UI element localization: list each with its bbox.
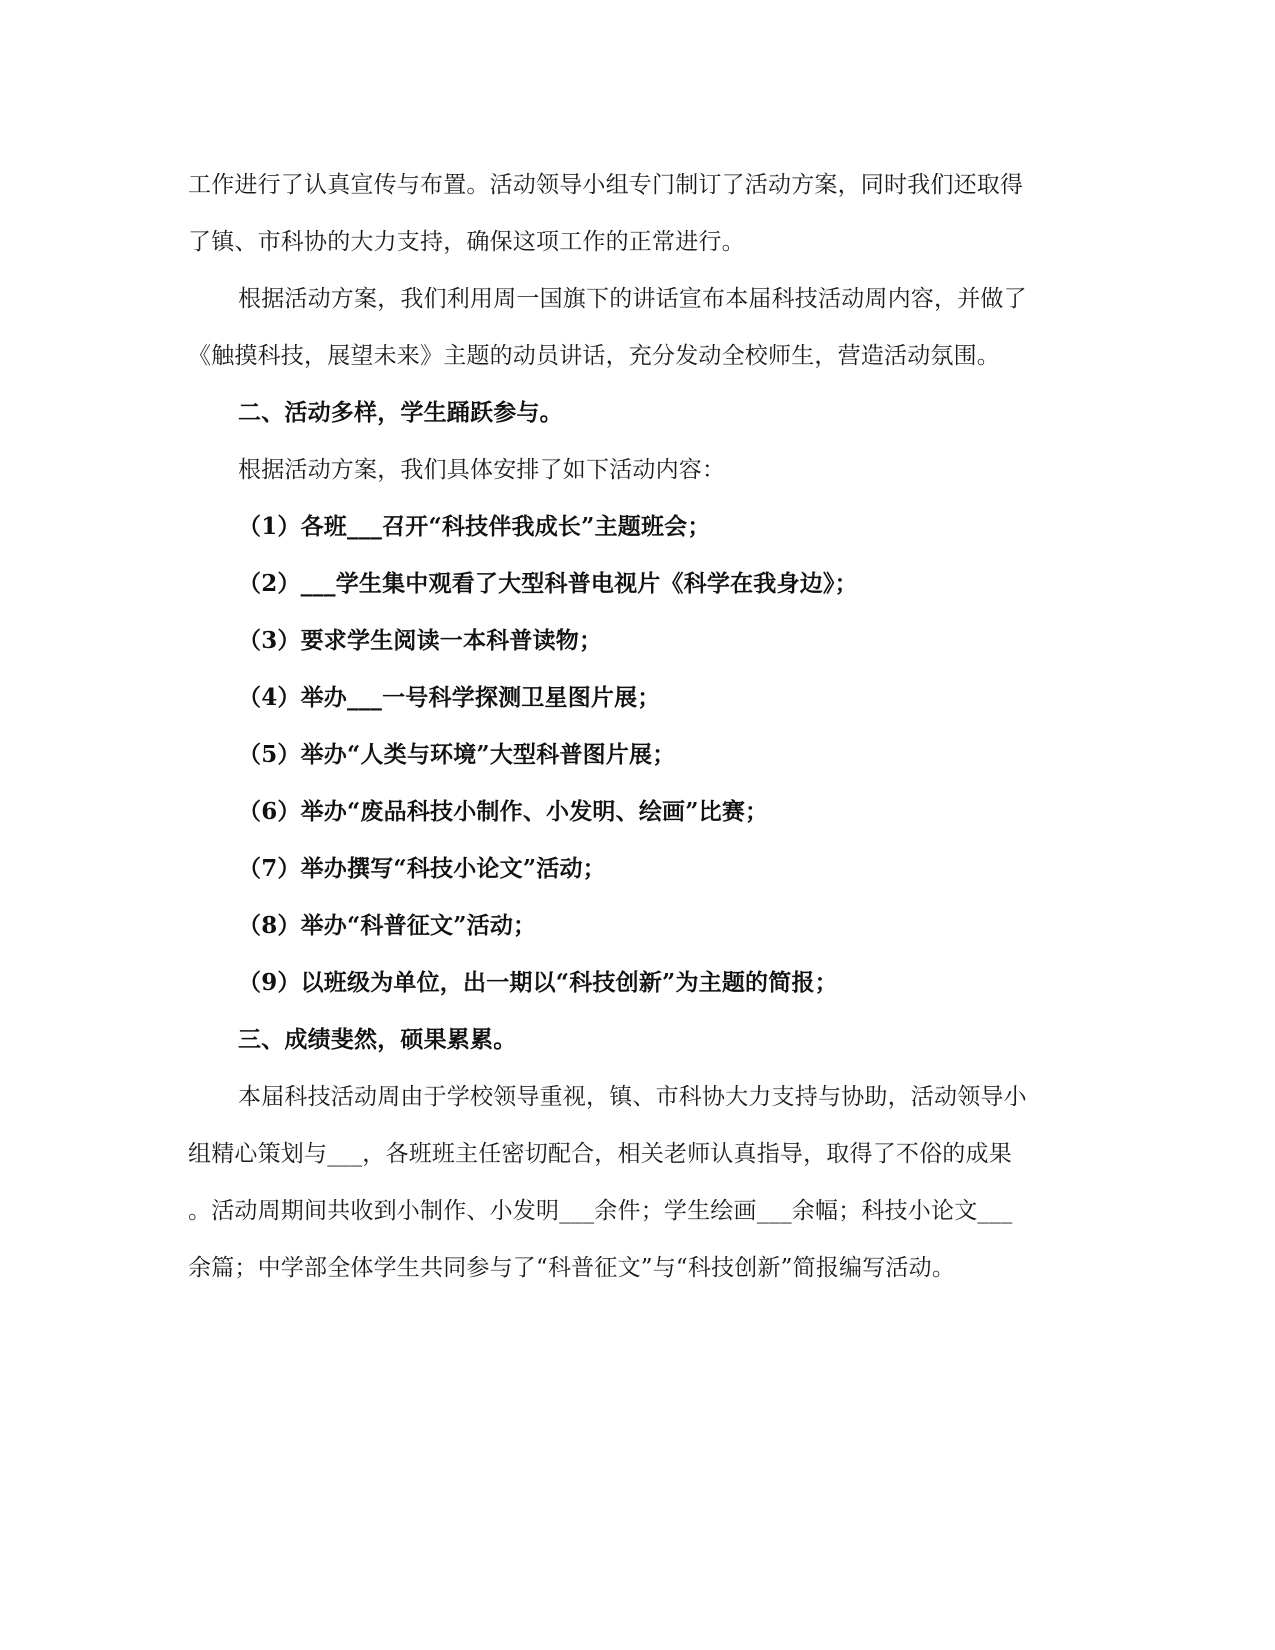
list-item: （2）___学生集中观看了大型科普电视片《科学在我身边》；	[238, 570, 858, 597]
paragraph1-line2: 了镇、市科协的大力支持，确保这项工作的正常进行。	[188, 229, 745, 255]
paragraph2-line1: 根据活动方案，我们利用周一国旗下的讲话宣布本届科技活动周内容，并做了	[238, 286, 1027, 312]
paragraph3-line3: 。活动周期间共收到小制作、小发明___余件；学生绘画___余幅；科技小论文___	[188, 1198, 1013, 1224]
list-item: （3）要求学生阅读一本科普读物；	[238, 627, 603, 654]
section2-heading: 二、活动多样，学生踊跃参与。	[238, 399, 563, 426]
paragraph1-line1: 工作进行了认真宣传与布置。活动领导小组专门制订了活动方案，同时我们还取得	[188, 172, 1024, 198]
section2-intro: 根据活动方案，我们具体安排了如下活动内容：	[238, 457, 726, 483]
list-item: （8）举办“科普征文”活动；	[238, 912, 537, 939]
list-item: （1）各班___召开“科技伴我成长”主题班会；	[238, 513, 711, 540]
list-item: （6）举办“废品科技小制作、小发明、绘画”比赛；	[238, 798, 769, 825]
paragraph3-line1: 本届科技活动周由于学校领导重视，镇、市科协大力支持与协助，活动领导小	[238, 1084, 1027, 1110]
list-item: （5）举办“人类与环境”大型科普图片展；	[238, 741, 676, 768]
list-item: （4）举办___一号科学探测卫星图片展；	[238, 684, 661, 711]
paragraph2-line2: 《触摸科技，展望未来》主题的动员讲话，充分发动全校师生，营造活动氛围。	[188, 343, 1000, 369]
paragraph3-line4: 余篇；中学部全体学生共同参与了“科普征文”与“科技创新”简报编写活动。	[188, 1255, 956, 1281]
section3-heading: 三、成绩斐然，硕果累累。	[238, 1026, 517, 1053]
list-item: （7）举办撰写“科技小论文”活动；	[238, 855, 606, 882]
list-item: （9）以班级为单位，出一期以“科技创新”为主题的简报；	[238, 969, 838, 996]
paragraph3-line2: 组精心策划与___，各班班主任密切配合，相关老师认真指导，取得了不俗的成果	[188, 1141, 1012, 1167]
